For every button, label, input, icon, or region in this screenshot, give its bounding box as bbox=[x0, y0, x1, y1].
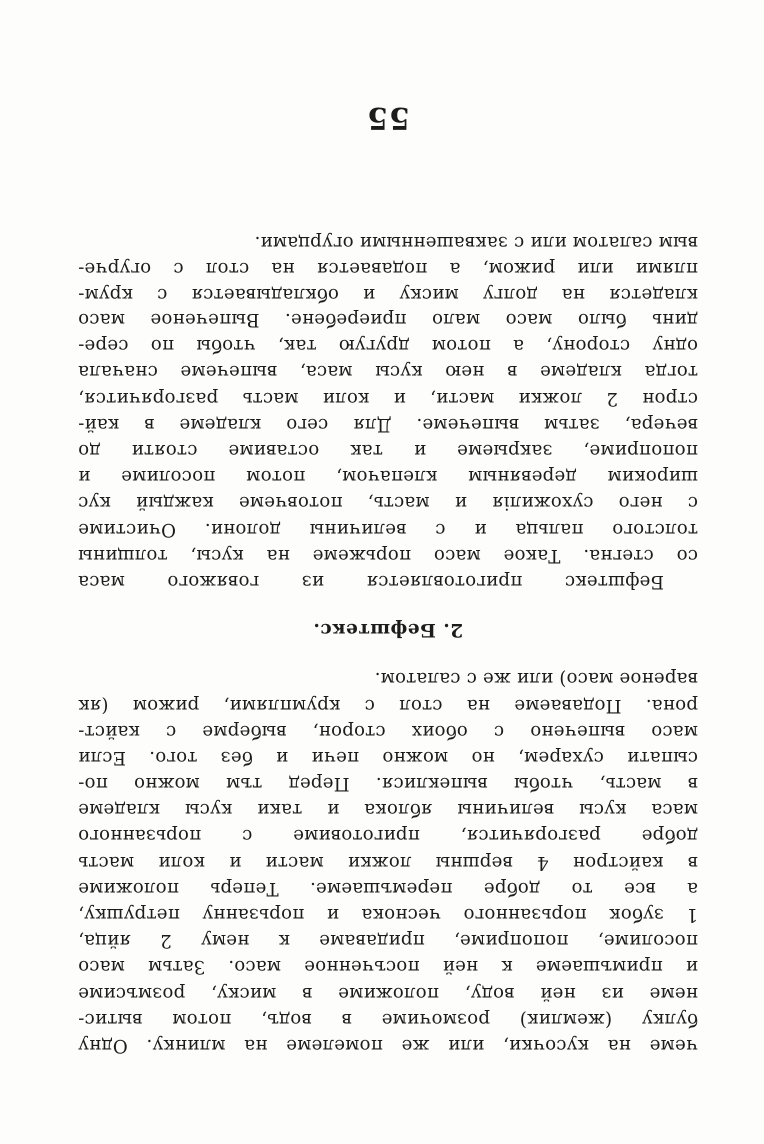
text-line: в кайстрон 4 вершны ложки масти и коли масть bbox=[78, 851, 698, 873]
text-line: вым салатом или с заквашенными огурцами. bbox=[254, 231, 698, 253]
text-line: вечера, затьм выпечеме. Для сего кладеме в кай- bbox=[78, 413, 698, 435]
text-line: строн 2 ложки масти, и коли масть разгорячится, bbox=[78, 387, 698, 409]
text-line: 1 зубок порьзанного чеснока и порьзанну петрушку, bbox=[78, 904, 698, 926]
page-number: 55 bbox=[366, 100, 410, 135]
text-line: Бефштекс приготовляется из говяжого маса bbox=[78, 571, 664, 592]
text-line: маса кусы величины яблока и таки кусы кладеме bbox=[78, 799, 698, 821]
text-line: попоприме, закрыеме и так оставиме стояти до bbox=[78, 440, 698, 462]
text-line: в масть, чтобы выпеклися. Перед тъм можно по- bbox=[78, 773, 698, 795]
text-line: рона. Подаваеме на стол с крумплями, рижом (як bbox=[78, 694, 698, 716]
text-line: толстого пальца и с величины долони. Очистиме bbox=[78, 518, 698, 540]
recipe-paragraph-2 bbox=[78, 306, 698, 594]
text-line: широким деревяным клепачом, потом посолиме и bbox=[78, 466, 698, 488]
text-line: и примъшаеме к ней посъченное масо. Затьм масо bbox=[78, 956, 698, 978]
text-line: с него сухожилія и масть, потовчеме каждый кус bbox=[78, 492, 698, 514]
text-line: добре разгорячится, приготовиме с порьзанного bbox=[78, 825, 698, 847]
text-line: тогда кладеме в нею кусы маса, выпечеме сначала bbox=[78, 361, 698, 383]
text-line: вареное масо) или же с салатом. bbox=[374, 668, 698, 690]
text-line: масо выпечено с обоих сторон, выберме с кайст- bbox=[78, 720, 698, 742]
text-line: со стегна. Такое масо порьжеме на кусы, толщины bbox=[78, 544, 698, 566]
text-line: сыпати сухарем, но можно печи и без того. Если bbox=[78, 746, 698, 768]
recipe-paragraph-1 bbox=[78, 665, 698, 1058]
text-line: плями или рижом, а подавается на стол с огурче- bbox=[78, 257, 698, 279]
text-line: булку (жемлик) розмочиме в водъ, потом вытис- bbox=[78, 1008, 698, 1030]
text-line: посолиме, попоприме, придаваме к нему 2 яйца, bbox=[78, 930, 698, 952]
text-line: динь было масо мало приеребене. Выпеченое масо bbox=[78, 309, 698, 331]
text-line: одну сторону, а потом другую так, чтобы по сере- bbox=[78, 335, 698, 357]
text-line: неме из ней воду, положиме в миску, розмъсиме bbox=[78, 982, 698, 1004]
page-content-rotated bbox=[78, 100, 698, 1060]
recipe-paragraph-3 bbox=[78, 228, 698, 307]
text-line: чеме на кусочки, или же помелеме на млинку. Одну bbox=[78, 1035, 698, 1056]
text-line: а все то добре перемъшаеме. Теперь положиме bbox=[78, 877, 698, 899]
text-line: кладется на долгу миску и обкладывается с крум- bbox=[78, 284, 698, 305]
section-heading: 2. Бефштекс. bbox=[312, 619, 464, 640]
